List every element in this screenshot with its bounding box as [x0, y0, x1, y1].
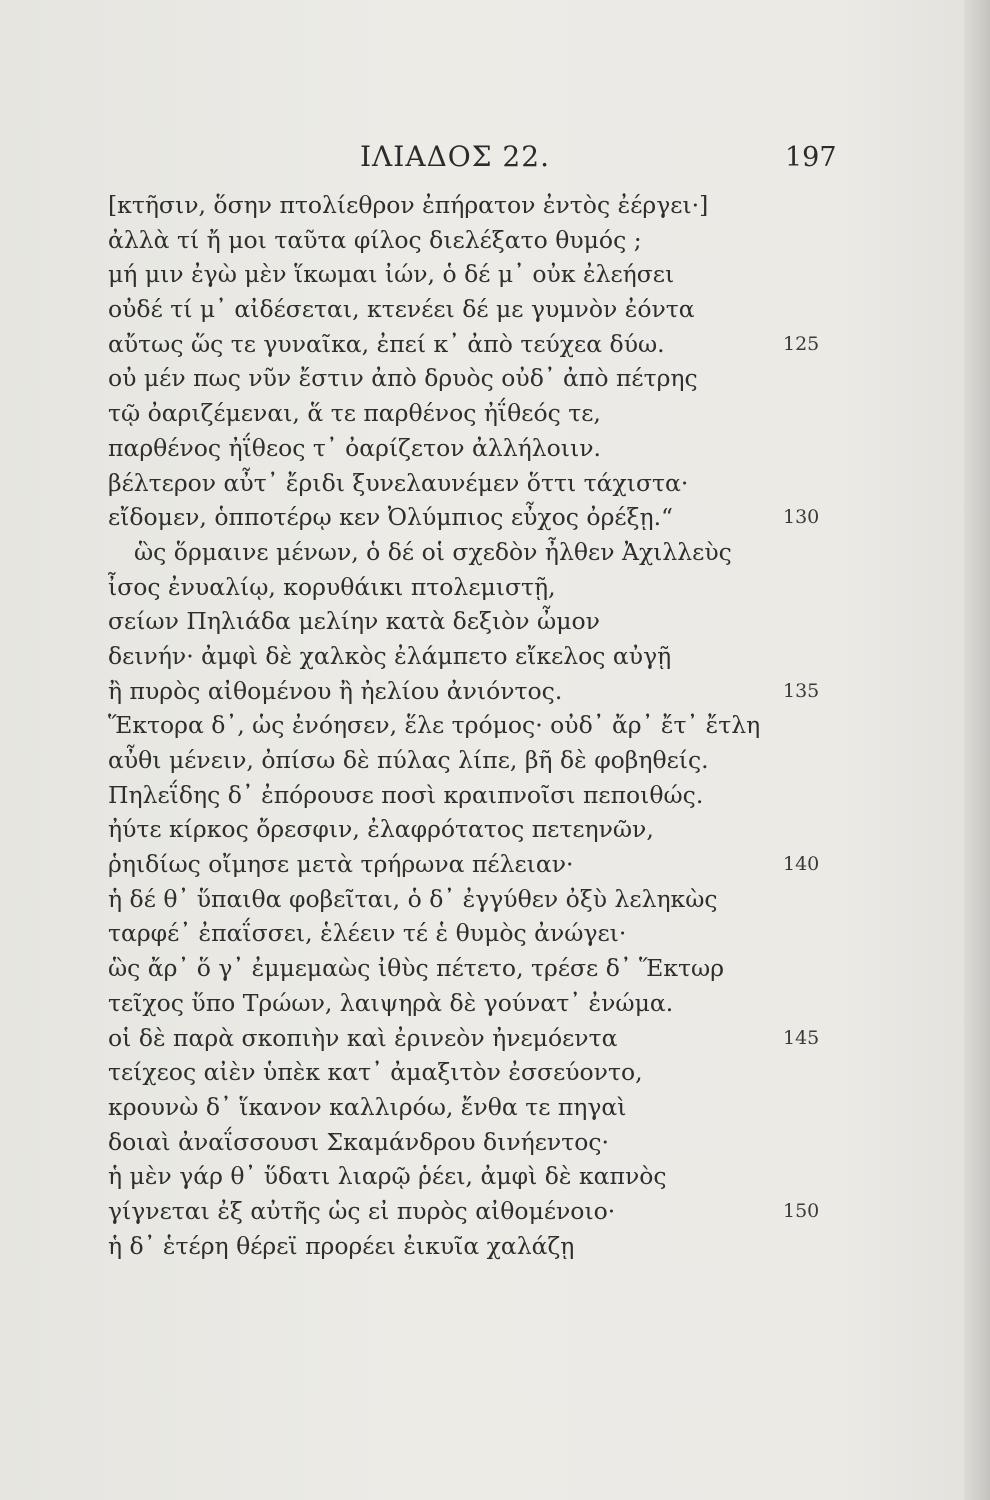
verse-line: [108, 916, 948, 951]
verse-text: ἀλλὰ τί ἤ μοι ταῦτα φίλος διελέξατο θυμός ;: [108, 225, 642, 254]
verse-text: ἠύτε κίρκος ὄρεσφιν, ἐλαφρότατος πετεηνῶν,: [108, 815, 654, 844]
verse-text: [κτῆσιν, ὅσην πτολίεθρον ἐπήρατον ἐντὸς ἐέργει·]: [108, 191, 709, 219]
verse-line: [108, 1159, 948, 1194]
verse-line: [108, 708, 948, 743]
verse-text: εἴδομεν, ὁπποτέρῳ κεν Ὀλύμπιος εὖχος ὀρέξῃ.“: [108, 503, 674, 532]
verse-text: τῷ ὀαριζέμεναι, ἅ τε παρθένος ἠΐθεός τε,: [108, 399, 601, 428]
verse-line: [108, 361, 948, 396]
line-number: 130: [783, 506, 820, 529]
verse-line: [108, 1055, 948, 1090]
verse-text: τείχεος αἰὲν ὑπὲκ κατ᾽ ἀμαξιτὸν ἐσσεύοντο,: [108, 1058, 643, 1087]
line-number: 125: [783, 332, 820, 355]
verse-line: [108, 535, 948, 570]
verse-line: [108, 1229, 948, 1264]
verse-text: ἡ δέ θ᾽ ὕπαιθα φοβεῖται, ὁ δ᾽ ἐγγύθεν ὀξὺ λεληκὼς: [108, 884, 718, 913]
verse-text: αὔτως ὥς τε γυναῖκα, ἐπεί κ᾽ ἀπὸ τεύχεα δύω.: [108, 329, 665, 358]
line-number: 140: [783, 853, 820, 876]
verse-line: [108, 431, 948, 466]
verse-line: [108, 327, 948, 362]
verse-line: [108, 639, 948, 674]
verse-text: γίγνεται ἐξ αὐτῆς ὡς εἰ πυρὸς αἰθομένοιο·: [108, 1196, 616, 1225]
verse-text: δεινήν· ἀμφὶ δὲ χαλκὸς ἐλάμπετο εἴκελος αὐγῇ: [108, 641, 672, 670]
verse-line: [108, 778, 948, 813]
verse-line: [108, 1125, 948, 1160]
verse-line: [108, 743, 948, 778]
verse-line: [108, 674, 948, 709]
verse-text: σείων Πηλιάδα μελίην κατὰ δεξιὸν ὦμον: [108, 607, 600, 636]
verse-line: [108, 466, 948, 501]
verse-line: [108, 292, 948, 327]
verse-line: [108, 570, 948, 605]
verse-text: δοιαὶ ἀναΐσσουσι Σκαμάνδρου δινήεντος·: [108, 1127, 609, 1156]
verse-text: οὐδέ τί μ᾽ αἰδέσεται, κτενέει δέ με γυμνὸν ἐόντα: [108, 295, 695, 324]
page-number: 197: [785, 142, 837, 173]
verse-line: [108, 257, 948, 292]
verse-line: [108, 951, 948, 986]
verse-text: μή μιν ἐγὼ μὲν ἵκωμαι ἰών, ὁ δέ μ᾽ οὐκ ἐλεήσει: [108, 260, 675, 289]
verse-text: παρθένος ἠΐθεος τ᾽ ὀαρίζετον ἀλλήλοιιν.: [108, 433, 601, 462]
line-number: 135: [783, 679, 820, 702]
verse-line: [108, 604, 948, 639]
verse-line: [108, 223, 948, 258]
verse-text: Πηλεΐδης δ᾽ ἐπόρουσε ποσὶ κραιπνοῖσι πεποιθώς.: [108, 780, 704, 809]
verse-line: [108, 847, 948, 882]
verse-line: [108, 986, 948, 1021]
line-number: 150: [783, 1199, 820, 1222]
verse-text: αὖθι μένειν, ὀπίσω δὲ πύλας λίπε, βῆ δὲ φοβηθείς.: [108, 746, 709, 774]
verse-text: οὐ μέν πως νῦν ἔστιν ἀπὸ δρυὸς οὐδ᾽ ἀπὸ πέτρης: [108, 364, 698, 393]
verse-line: [108, 1090, 948, 1125]
verse-line: [108, 396, 948, 431]
verse-line: [108, 882, 948, 917]
verse-text: Ἕκτορα δ᾽, ὡς ἐνόησεν, ἕλε τρόμος· οὐδ᾽ ἄρ᾽ ἔτ᾽ ἔτλη: [108, 711, 761, 740]
verse-text: οἱ δὲ παρὰ σκοπιὴν καὶ ἐρινεὸν ἠνεμόεντα: [108, 1023, 618, 1052]
verse-line: [108, 188, 948, 223]
verse-line: [108, 1194, 948, 1229]
verse-text: ἶσος ἐνυαλίῳ, κορυθάικι πτολεμιστῇ,: [108, 572, 556, 601]
line-number: 145: [783, 1026, 820, 1049]
verse-text: τεῖχος ὕπο Τρώων, λαιψηρὰ δὲ γούνατ᾽ ἐνώμα.: [108, 988, 674, 1017]
verse-text: ὣς ὅρμαινε μένων, ὁ δέ οἱ σχεδὸν ἦλθεν Ἀχιλλεὺς: [134, 537, 732, 566]
verse-text: ῥηιδίως οἴμησε μετὰ τρήρωνα πέλειαν·: [108, 850, 574, 879]
verse-line: [108, 812, 948, 847]
verse-text: κρουνὼ δ᾽ ἵκανον καλλιρόω, ἔνθα τε πηγαὶ: [108, 1092, 627, 1121]
verse-text: βέλτερον αὖτ᾽ ἔριδι ξυνελαυνέμεν ὅττι τάχιστα·: [108, 468, 689, 497]
verse-text: ἢ πυρὸς αἰθομένου ἢ ἠελίου ἀνιόντος.: [108, 676, 563, 705]
running-head: [0, 140, 990, 180]
verse-text: ἡ μὲν γάρ θ᾽ ὕδατι λιαρῷ ῥέει, ἀμφὶ δὲ καπνὸς: [108, 1162, 667, 1191]
verse-line: [108, 1021, 948, 1056]
running-title: ΙΛΙΑΔΟΣ 22.: [360, 140, 550, 173]
verse-line: [108, 500, 948, 535]
verse-block: [108, 188, 948, 1263]
verse-text: ἡ δ᾽ ἑτέρη θέρεϊ προρέει ἐικυῖα χαλάζῃ: [108, 1231, 575, 1260]
page-spine-shadow: [964, 0, 990, 1500]
verse-text: ὣς ἄρ᾽ ὅ γ᾽ ἐμμεμαὼς ἰθὺς πέτετο, τρέσε δ᾽ Ἕκτωρ: [108, 954, 725, 983]
verse-text: ταρφέ᾽ ἐπαΐσσει, ἑλέειν τέ ἑ θυμὸς ἀνώγει·: [108, 919, 627, 948]
